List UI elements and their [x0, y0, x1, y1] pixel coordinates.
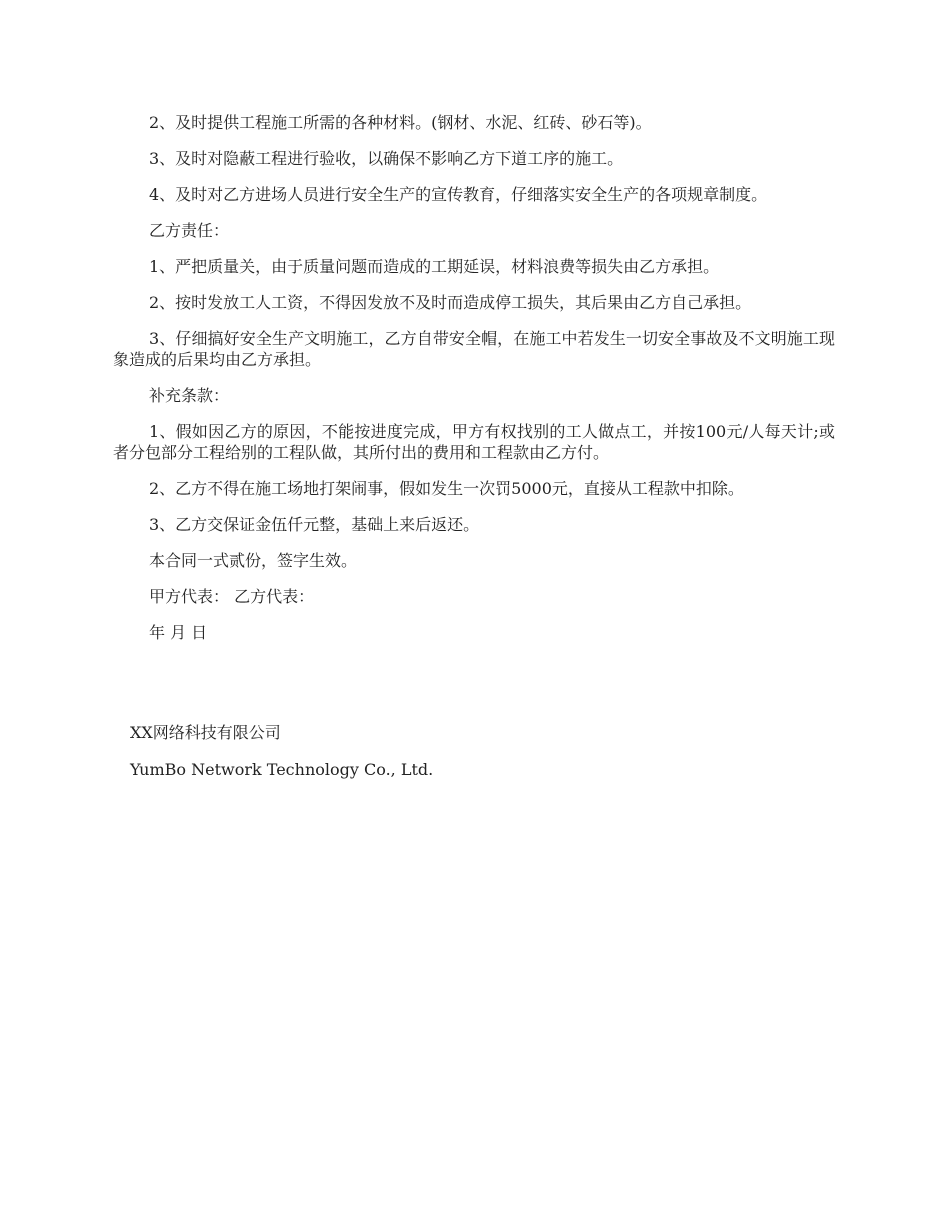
clause-party-b-wages: 2、按时发放工人工资，不得因发放不及时而造成停工损失，其后果由乙方自己承担。: [149, 293, 752, 312]
supplementary-clause-deposit: 3、乙方交保证金伍仟元整，基础上来后返还。: [149, 515, 480, 534]
company-name-english: YumBo Network Technology Co., Ltd.: [130, 760, 434, 779]
signature-date: 年 月 日: [149, 623, 208, 642]
heading-supplementary-terms: 补充条款：: [149, 386, 230, 405]
clause-party-a-inspection: 3、及时对隐蔽工程进行验收，以确保不影响乙方下道工序的施工。: [149, 149, 624, 168]
supplementary-clause-delay: 1、假如因乙方的原因，不能按进度完成，甲方有权找别的工人做点工，并按100元/人每天计;或者分包部分工程给别的工程队做，其所付出的费用和工程款由乙方付。: [113, 422, 835, 462]
company-name-chinese: XX网络科技有限公司: [130, 723, 281, 742]
heading-party-b-responsibilities: 乙方责任：: [149, 221, 230, 240]
contract-copies-statement: 本合同一式贰份，签字生效。: [149, 551, 358, 570]
clause-party-b-safety: 3、仔细搞好安全生产文明施工，乙方自带安全帽，在施工中若发生一切安全事故及不文明施工现象造成的后果均由乙方承担。: [113, 329, 835, 369]
clause-party-a-materials: 2、及时提供工程施工所需的各种材料。(钢材、水泥、红砖、砂石等)。: [149, 113, 652, 132]
clause-party-a-safety-education: 4、及时对乙方进场人员进行安全生产的宣传教育，仔细落实安全生产的各项规章制度。: [149, 185, 768, 204]
signature-representatives: 甲方代表： 乙方代表：: [149, 587, 315, 606]
supplementary-clause-fighting: 2、乙方不得在施工场地打架闹事，假如发生一次罚5000元，直接从工程款中扣除。: [149, 479, 744, 498]
document-body: [113, 112, 835, 658]
clause-party-b-quality: 1、严把质量关，由于质量问题而造成的工期延误，材料浪费等损失由乙方承担。: [149, 257, 720, 276]
